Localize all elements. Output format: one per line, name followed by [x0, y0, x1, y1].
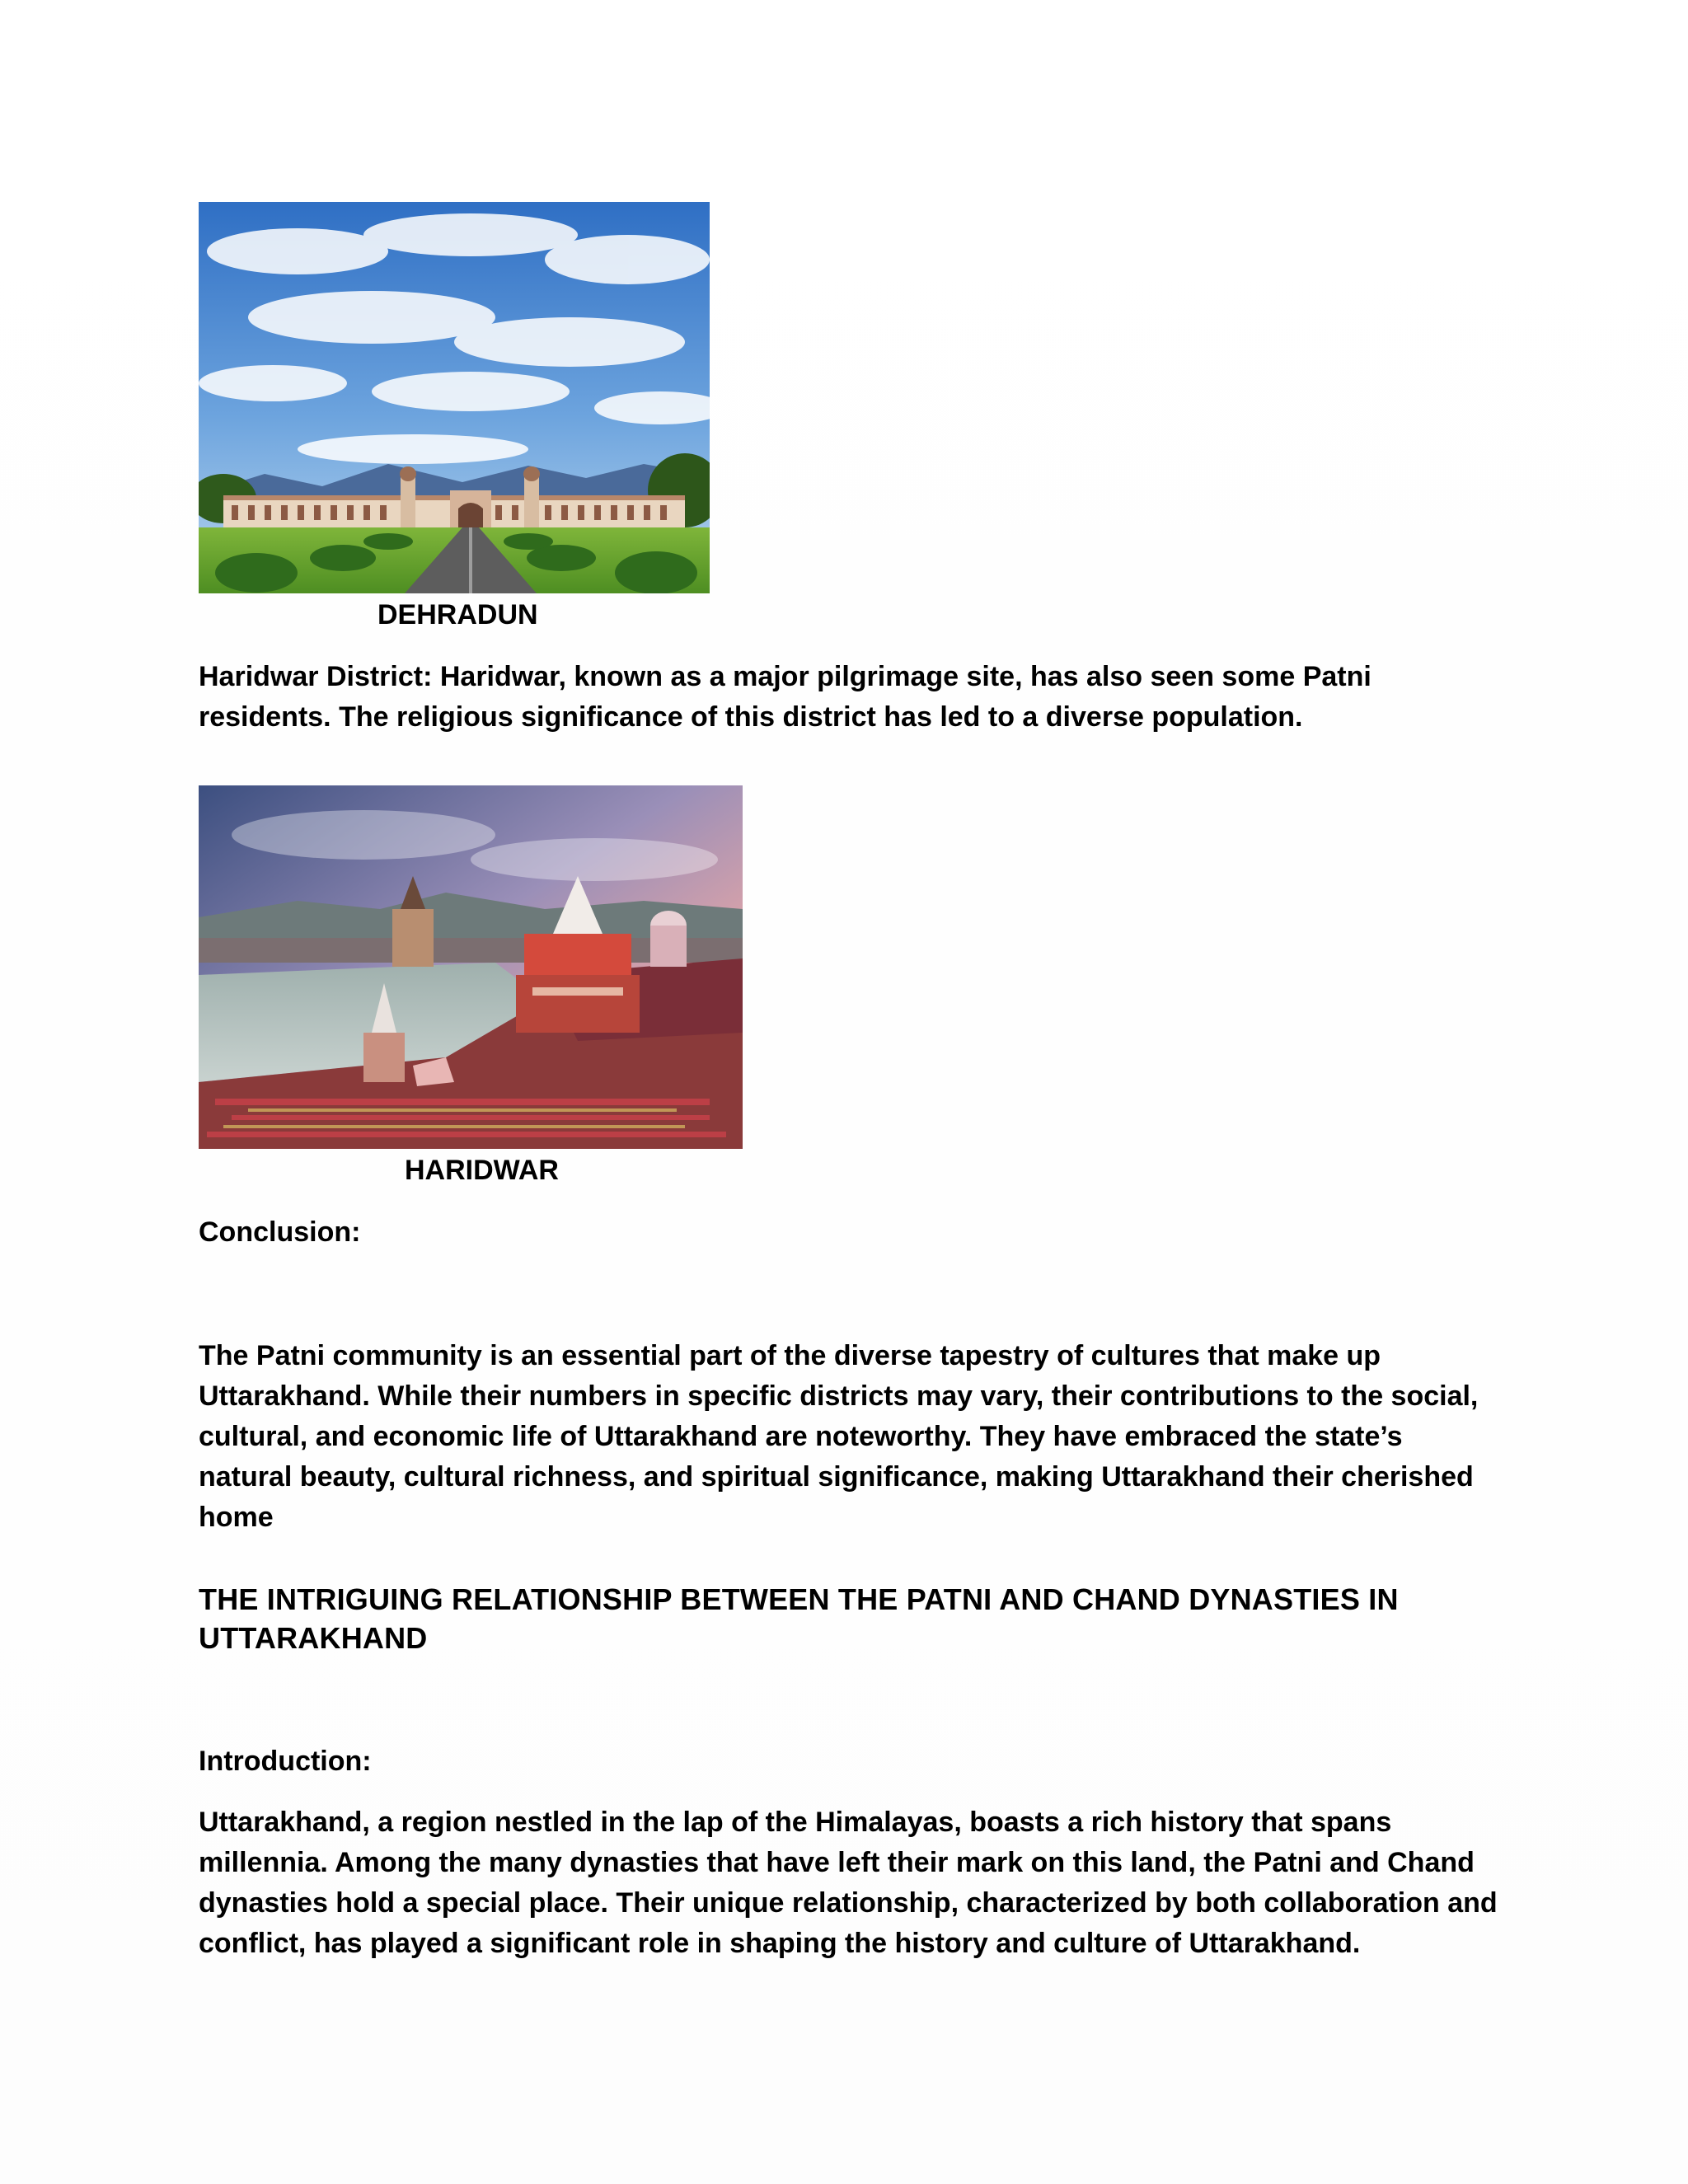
- haridwar-caption: HARIDWAR: [405, 1155, 559, 1186]
- conclusion-paragraph: The Patni community is an essential part of the diverse tapestry of cultures that make up Uttarakhand. While their numbers in specific districts may vary, their contributions to the social, cultural, and economic life of Uttarakhand are noteworthy. They have embraced the state’s natural beauty, cultural richness, and spiritual significance, making Uttarakhand their cherished home: [199, 1340, 1479, 1533]
- haridwar-district-paragraph: Haridwar District: Haridwar, known as a major pilgrimage site, has also seen some Patni residents. The religious significance of this district has led to a diverse population.: [199, 661, 1372, 733]
- conclusion-label: Conclusion:: [199, 1216, 361, 1248]
- haridwar-photo: [199, 785, 743, 1149]
- introduction-paragraph: Uttarakhand, a region nestled in the lap of the Himalayas, boasts a rich history that spans millennia. Among the many dynasties that have left their mark on this land, the Patni and Chand dynasties hold a special place. Their unique relationship, characterized by both collaboration and conflict, has played a significant role in shaping the history and culture of Uttarakhand.: [199, 1807, 1498, 1959]
- introduction-label: Introduction:: [199, 1746, 372, 1777]
- section-heading: THE INTRIGUING RELATIONSHIP BETWEEN THE PATNI AND CHAND DYNASTIES IN UTTARAKHAND: [199, 1582, 1399, 1655]
- dehradun-photo: [199, 202, 710, 593]
- dehradun-caption: DEHRADUN: [377, 599, 538, 630]
